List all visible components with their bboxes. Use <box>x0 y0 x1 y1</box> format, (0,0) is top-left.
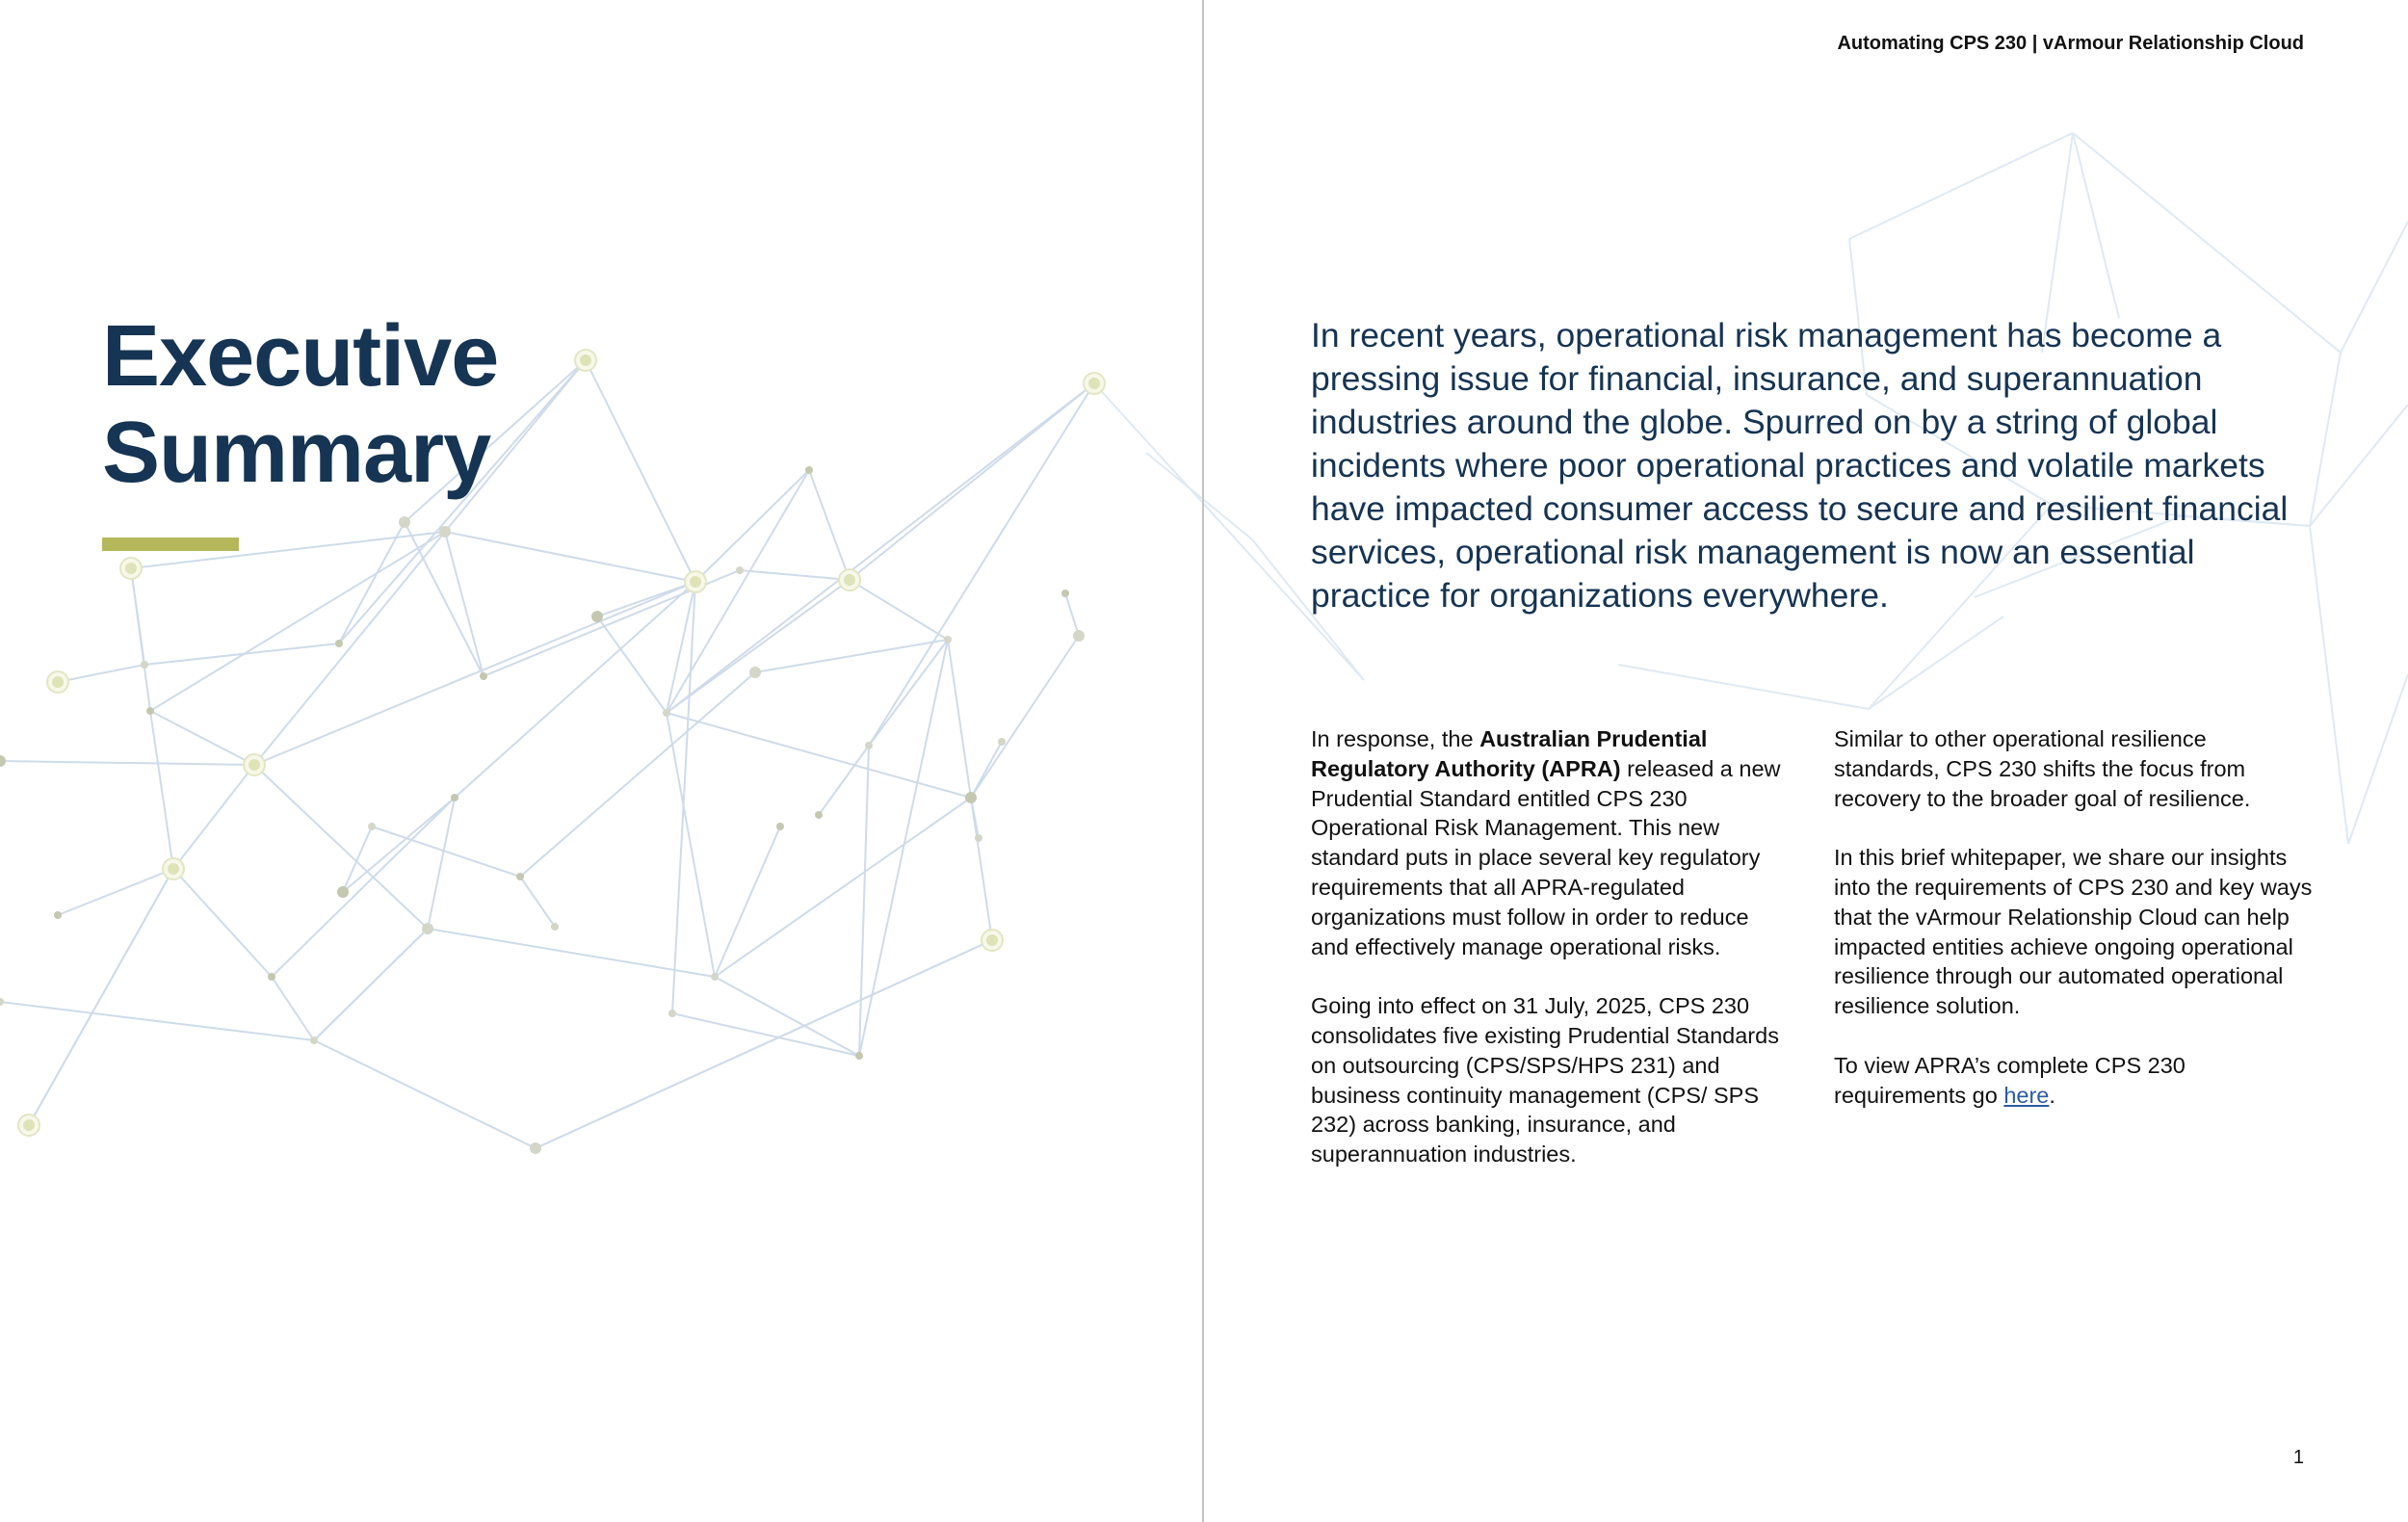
network-edge <box>58 869 173 915</box>
paragraph-whitepaper: In this brief whitepaper, we share our insights into the requirements of CPS 230 and key ways that the vArmour Relationship Cloud can help impacted entities achieve ongoing operational resilience through our automated operational resilience solution. <box>1834 845 2313 1019</box>
network-edge <box>948 640 971 798</box>
network-edge <box>29 869 173 1125</box>
network-edge <box>715 977 859 1056</box>
network-edge <box>1618 665 1869 709</box>
network-node <box>986 934 998 946</box>
network-edge <box>809 470 850 580</box>
network-node <box>530 1142 541 1154</box>
network-node <box>805 466 813 474</box>
paragraph-effective-date: Going into effect on 31 July, 2025, CPS 230 consolidates five existing Prudential Standards on outsourcing (CPS/SPS/HPS 231) and business continuity management (CPS/ SPS 232) across banking, insurance, and superannuation industries. <box>1311 993 1779 1168</box>
network-node <box>749 667 761 678</box>
network-node <box>844 574 855 586</box>
apra-lead: In response, the <box>1311 726 1480 751</box>
network-edge <box>131 568 144 665</box>
network-edge <box>2348 674 2408 844</box>
network-node <box>815 811 823 819</box>
network-edge <box>869 383 1094 746</box>
network-node <box>965 792 977 803</box>
network-edge <box>272 977 314 1040</box>
network-edge <box>173 869 272 977</box>
network-edge <box>445 532 484 676</box>
network-node <box>125 563 137 574</box>
network-edge <box>1065 593 1079 636</box>
network-edge <box>2341 222 2408 353</box>
network-node <box>335 640 343 647</box>
network-edge <box>272 798 455 977</box>
network-edge <box>1146 453 1252 539</box>
network-node <box>54 911 62 919</box>
view-requirements-lead: To view APRA’s complete CPS 230 requirements go <box>1834 1052 2186 1108</box>
network-node <box>580 354 591 366</box>
network-node <box>551 923 559 931</box>
network-node <box>337 886 349 898</box>
network-node <box>865 742 873 749</box>
network-edge <box>445 532 695 582</box>
network-node <box>146 707 154 715</box>
network-edge <box>372 827 520 877</box>
network-node <box>591 611 603 622</box>
network-edge <box>536 940 992 1148</box>
requirements-link[interactable]: here <box>2003 1082 2050 1108</box>
page-number: 1 <box>2292 1447 2304 1468</box>
network-node <box>168 863 179 875</box>
network-edge <box>740 570 850 580</box>
network-edge <box>586 360 695 582</box>
network-edge <box>2073 133 2119 318</box>
body-column-left <box>1311 724 1793 1199</box>
apra-rest: released a new Prudential Standard entitled CPS 230 Operational Risk Management. This new standard puts in place several key regulatory requirements that all APRA-regulated organizations must follow in order to reduce and effectively manage operational risks. <box>1311 755 1781 959</box>
network-edge <box>314 1040 536 1148</box>
title-line-1: Executive <box>102 308 499 405</box>
network-node <box>249 759 260 771</box>
network-node <box>1073 630 1085 642</box>
network-edge <box>405 522 484 676</box>
body-column-right <box>1834 724 2316 1140</box>
network-edge <box>254 532 445 765</box>
network-node <box>141 661 148 669</box>
network-edge <box>859 640 948 1056</box>
network-edge <box>1849 133 2073 239</box>
network-node <box>1088 378 1100 389</box>
network-edge <box>150 711 173 869</box>
network-edge <box>150 711 254 765</box>
network-node <box>998 738 1006 746</box>
network-edge <box>314 929 428 1040</box>
page-divider <box>1202 0 1204 1522</box>
paragraph-resilience: Similar to other operational resilience standards, CPS 230 shifts the focus from recovery to the broader goal of resilience. <box>1834 726 2251 811</box>
network-edge <box>2310 405 2408 526</box>
network-node <box>1061 590 1069 597</box>
network-edge <box>254 582 695 765</box>
network-edge <box>455 582 695 798</box>
paragraph-apra <box>1311 724 1793 961</box>
network-edge <box>597 617 667 713</box>
network-edge <box>520 877 555 927</box>
network-edge <box>150 532 445 711</box>
network-edge <box>672 582 695 1013</box>
network-node <box>668 1010 676 1017</box>
network-edge <box>971 636 1079 798</box>
network-edge <box>173 765 254 869</box>
network-node <box>855 1052 863 1060</box>
network-edge <box>0 1002 314 1040</box>
network-edge <box>819 746 869 815</box>
network-edge <box>859 746 869 1056</box>
title-line-2: Summary <box>102 405 491 501</box>
network-node <box>23 1119 35 1131</box>
network-edge <box>667 713 971 798</box>
network-edge <box>0 761 254 765</box>
network-node <box>52 676 64 688</box>
network-node <box>776 823 784 830</box>
network-edge <box>428 929 715 977</box>
network-node <box>0 998 4 1006</box>
network-edge <box>850 580 948 640</box>
page-title <box>102 308 498 501</box>
running-header: Automating CPS 230 | vArmour Relationship Cloud <box>1837 33 2304 54</box>
network-node <box>480 672 487 680</box>
network-node <box>944 636 952 643</box>
network-node <box>690 576 701 588</box>
network-edge <box>1869 617 2003 709</box>
network-edge <box>672 1013 859 1056</box>
network-edge <box>144 643 339 665</box>
network-node <box>422 923 433 934</box>
network-node <box>268 973 275 981</box>
network-node <box>736 566 744 574</box>
network-edge <box>667 713 715 977</box>
network-node <box>451 794 458 801</box>
network-node <box>663 709 670 717</box>
network-edge <box>254 765 428 929</box>
network-edge <box>520 672 755 877</box>
network-edge <box>58 665 144 682</box>
network-node <box>439 526 451 538</box>
network-edge <box>971 798 979 838</box>
title-accent-bar <box>102 538 239 551</box>
apra-name: Australian Prudential Regulatory Authority (APRA) <box>1311 726 1708 781</box>
network-node <box>711 973 719 981</box>
intro-paragraph: In recent years, operational risk management has become a pressing issue for financial, insurance, and superannuation industries around the globe. Spurred on by a string of global incidents where poor operational practices and volatile markets have impacted consumer access to secure and resilient financial services, operational risk management is now an essential practice for organizations everywhere. <box>1311 316 2289 615</box>
network-node <box>0 755 6 767</box>
network-edge <box>597 582 695 617</box>
network-node <box>975 834 982 842</box>
network-node <box>399 516 410 528</box>
network-node <box>368 823 376 830</box>
view-requirements-end: . <box>2049 1082 2055 1108</box>
network-node <box>310 1037 318 1044</box>
network-edge <box>755 640 948 672</box>
paragraph-view-requirements <box>1834 1051 2316 1111</box>
network-node <box>516 873 524 880</box>
